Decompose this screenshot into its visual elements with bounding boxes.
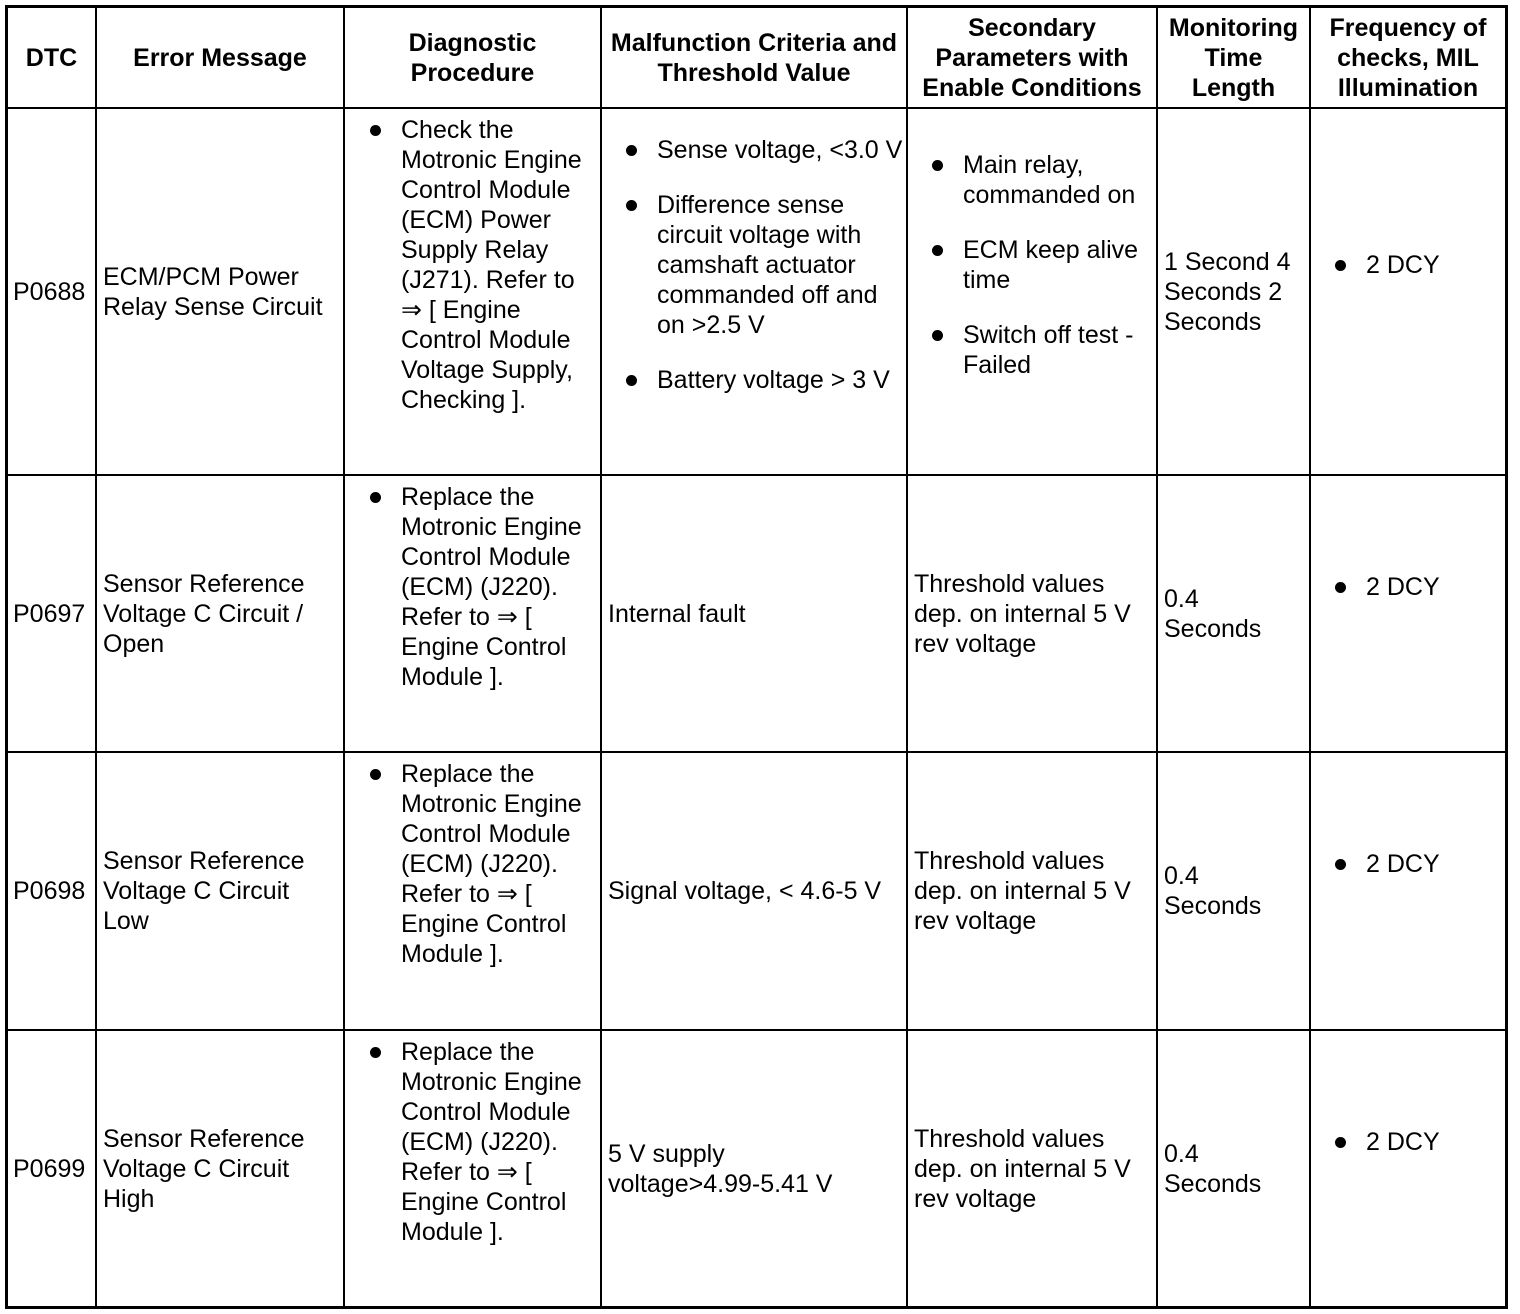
dtc-cell [8, 109, 97, 476]
header-secondary-parameters-label: Secondary Parameters with Enable Conditions [922, 13, 1142, 102]
malfunction-criteria-text: Signal voltage, < 4.6-5 V [608, 877, 882, 905]
bullet-icon [370, 492, 381, 503]
bullet-list [608, 135, 902, 449]
malfunction-criteria-cell [602, 1031, 908, 1306]
dtc-code: P0688 [13, 277, 86, 306]
error-message-text: Sensor Reference Voltage C Circuit / Open [103, 569, 305, 658]
bullet-icon [370, 125, 381, 136]
header-error-message-label: Error Message [133, 43, 307, 72]
bullet-list [351, 1037, 582, 1301]
list-item-text: 2 DCY [1366, 1127, 1440, 1156]
header-malfunction-criteria-label: Malfunction Criteria and Threshold Value [610, 28, 898, 87]
malfunction-criteria-text: Internal fault [608, 599, 746, 628]
list-item [401, 1037, 582, 1247]
header-secondary-parameters [908, 8, 1158, 109]
list-item [1366, 849, 1440, 879]
malfunction-criteria-text: 5 V supply voltage>4.99-5.41 V [608, 1139, 833, 1198]
header-frequency-mil [1311, 8, 1505, 109]
list-item [1366, 250, 1440, 280]
bullet-icon [1335, 1137, 1346, 1148]
list-item-text: 2 DCY [1366, 250, 1440, 279]
list-item [963, 150, 1138, 210]
bullet-icon [626, 145, 637, 156]
list-item [401, 115, 582, 415]
bullet-icon [932, 330, 943, 341]
header-diagnostic-procedure-label: Diagnostic Procedure [408, 28, 537, 87]
dtc-code: P0697 [13, 599, 86, 628]
bullet-icon [370, 1047, 381, 1058]
list-item-text: Difference sense circuit voltage with camshaft actuator commanded off and on >2.5 V [657, 190, 878, 339]
list-item [963, 235, 1138, 295]
bullet-icon [1335, 859, 1346, 870]
malfunction-criteria-cell [602, 109, 908, 476]
secondary-parameters-cell [908, 753, 1158, 1031]
list-item-text: Replace the Motronic Engine Control Module (ECM) (J220). Refer to ⇒ [ Engine Control Module ]. [401, 482, 582, 691]
dtc-cell [8, 753, 97, 1031]
frequency-mil-cell [1311, 476, 1505, 753]
monitoring-time-cell [1158, 753, 1311, 1031]
monitoring-time-cell [1158, 476, 1311, 753]
dtc-cell [8, 1031, 97, 1306]
malfunction-criteria-cell [602, 753, 908, 1031]
bullet-list [351, 115, 582, 469]
error-message-text: Sensor Reference Voltage C Circuit Low [103, 847, 305, 935]
secondary-parameters-text: Threshold values dep. on internal 5 V rev voltage [914, 569, 1131, 658]
monitoring-time-text: 1 Second 4 Seconds 2 Seconds [1164, 247, 1291, 336]
monitoring-time-text: 0.4 Seconds [1164, 584, 1262, 643]
bullet-icon [1335, 582, 1346, 593]
list-item-text: Main relay, commanded on [963, 150, 1136, 209]
list-item-text: Replace the Motronic Engine Control Module (ECM) (J220). Refer to ⇒ [ Engine Control Module ]. [401, 1037, 582, 1246]
header-dtc [8, 8, 97, 109]
dtc-cell [8, 476, 97, 753]
header-dtc-label: DTC [25, 43, 78, 72]
frequency-mil-cell [1311, 753, 1505, 1031]
bullet-list [1317, 572, 1440, 656]
error-message-cell [97, 1031, 345, 1306]
list-item-text: Switch off test - Failed [963, 320, 1134, 379]
list-item [1366, 572, 1440, 602]
header-malfunction-criteria [602, 8, 908, 109]
list-item-text: ECM keep alive time [963, 235, 1139, 294]
header-monitoring-time-length [1158, 8, 1311, 109]
dtc-code: P0699 [13, 1154, 86, 1183]
monitoring-time-cell [1158, 1031, 1311, 1306]
list-item-text: Battery voltage > 3 V [657, 365, 890, 394]
bullet-list [1317, 1127, 1440, 1211]
bullet-list [914, 150, 1138, 434]
bullet-list [1317, 849, 1440, 933]
header-diagnostic-procedure [345, 8, 602, 109]
diagnostic-procedure-cell [345, 753, 602, 1031]
error-message-text: Sensor Reference Voltage C Circuit High [103, 1124, 305, 1213]
monitoring-time-text: 0.4 Seconds [1164, 862, 1262, 920]
diagnostic-procedure-cell [345, 1031, 602, 1306]
secondary-parameters-cell [908, 1031, 1158, 1306]
list-item-text: Sense voltage, <3.0 V [657, 135, 903, 164]
list-item-text: Replace the Motronic Engine Control Module (ECM) (J220). Refer to ⇒ [ Engine Control Module ]. [401, 760, 582, 968]
bullet-list [351, 759, 582, 1023]
bullet-icon [1335, 260, 1346, 271]
header-monitoring-time-length-label: Monitoring Time Length [1168, 13, 1299, 102]
frequency-mil-cell [1311, 1031, 1505, 1306]
list-item [963, 320, 1138, 380]
header-frequency-mil-label: Frequency of checks, MIL Illumination [1329, 13, 1487, 102]
bullet-icon [932, 245, 943, 256]
error-message-text: ECM/PCM Power Relay Sense Circuit [103, 262, 323, 321]
monitoring-time-cell [1158, 109, 1311, 476]
secondary-parameters-cell [908, 109, 1158, 476]
error-message-cell [97, 109, 345, 476]
list-item [657, 135, 902, 165]
list-item-text: Check the Motronic Engine Control Module (ECM) Power Supply Relay (J271). Refer to ⇒ [ Engine Control Module Voltage Supply, Checking ]. [401, 115, 582, 414]
list-item [657, 365, 902, 395]
list-item [657, 190, 902, 340]
secondary-parameters-cell [908, 476, 1158, 753]
dtc-code: P0698 [13, 877, 86, 905]
header-error-message [97, 8, 345, 109]
diagnostic-procedure-cell [345, 476, 602, 753]
list-item-text: 2 DCY [1366, 572, 1440, 601]
bullet-list [1317, 250, 1440, 334]
bullet-list [351, 482, 582, 746]
error-message-cell [97, 753, 345, 1031]
list-item-text: 2 DCY [1366, 850, 1440, 878]
list-item [1366, 1127, 1440, 1157]
error-message-cell [97, 476, 345, 753]
list-item [401, 759, 582, 969]
bullet-icon [932, 160, 943, 171]
monitoring-time-text: 0.4 Seconds [1164, 1139, 1262, 1198]
dtc-table [5, 5, 1508, 1309]
diagnostic-procedure-cell [345, 109, 602, 476]
frequency-mil-cell [1311, 109, 1505, 476]
list-item [401, 482, 582, 692]
bullet-icon [626, 200, 637, 211]
bullet-icon [626, 375, 637, 386]
malfunction-criteria-cell [602, 476, 908, 753]
secondary-parameters-text: Threshold values dep. on internal 5 V rev voltage [914, 1124, 1131, 1213]
bullet-icon [370, 769, 381, 780]
secondary-parameters-text: Threshold values dep. on internal 5 V rev voltage [914, 847, 1131, 935]
